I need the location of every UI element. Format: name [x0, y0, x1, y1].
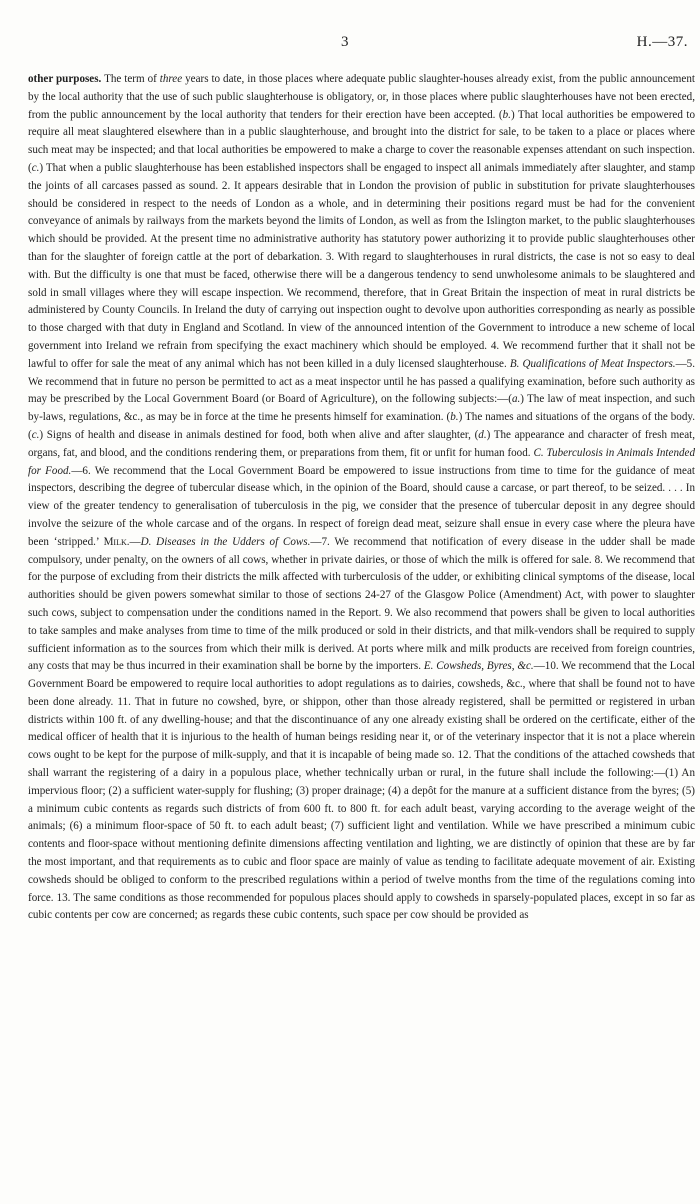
text-segment: —7. We recommend that notification of every disease in the udder shall be made compulsory, under penalty, on the owners of all cows, whether in private dairies, or those of which the milk is offered for sale. 8. We recommend that for the purpose of excluding from their districts the milk affected with turberculosis of the udder, or exhibiting clinical symptoms of the disease, local authorities should be given powers somewhat similar to those of sections 24-27 of the Glasgow Police (Amendment) Act, with power to slaughter such cows, subject to compensation under the conditions named in the Report. 9. We also recommend that powers shall be given to local authorities to take samples and make analyses from time to time of the milk produced or sold in their districts, and that milk-vendors shall be required to supply sufficient information as to the sources from which their milk is derived. At ports where milk and milk products are received from foreign countries, any costs that may be thus incurred in their examination shall be borne by the importers.	[28, 535, 695, 673]
text-segment: other purposes.	[28, 73, 102, 85]
text-segment: three	[159, 73, 183, 85]
body-text	[28, 71, 695, 1197]
text-segment: ) The appearance and character of fresh meat, organs, fat, and blood, and the conditions rendering them, or preparations from them, fit or unfit for human food.	[28, 428, 695, 459]
text-segment: —6. We recommend that the Local Government Board be empowered to issue instructions from time to time for the guidance of meat inspectors, describing the degree of tubercular disease which, in the opinion of the Board, should cause a carcase, or part thereof, to be seized. . . . In view of the greater tendency to generalisation of tuberculosis in the pig, we consider that the presence of tubercular deposit in any degree should involve the seizure of the whole carcase and of the organs. In respect of foreign dead meat, seizure shall ensue in every case where the pleura have been ‘stripped.’	[28, 464, 695, 548]
text-segment: ) The law of meat inspection, and such by-laws, regulations, &c., as may be in force at the time he presents himself for examination. (	[28, 393, 695, 424]
text-segment: b.	[502, 108, 511, 121]
text-segment: D. Diseases in the Udders of Cows.	[140, 535, 311, 548]
text-segment: —5. We recommend that in future no person be permitted to act as a meat inspector until he has passed a qualifying examination, before such authority as may be prescribed by the Local Government Board (or Board of Agriculture), on the following subjects:—(	[28, 357, 695, 406]
text-segment: B. Qualifications of Meat Inspectors.	[509, 357, 676, 370]
text-segment: The term of	[101, 73, 160, 85]
document-reference: H.—37.	[636, 34, 688, 50]
text-segment: C. Tuberculosis in Animals Intended for Food.	[28, 446, 695, 477]
text-segment: b.	[450, 411, 459, 424]
text-segment: ) That when a public slaughterhouse has been established inspectors shall be engaged to inspect all animals immediately after slaughter, and stamp the joints of all carcases passed as sound. 2. It appears desirable that in London the provision of public in substitution for private slaughterhouses should be considered in respect to the needs of London as a whole, and in determining their positions regard must be had for the convenient conveyance of animals by railways from the markets beyond the limits of London, as well as from the Islington market, to the public slaughterhouses which should be provided. At the present time no administrative authority has statutory power authorizing it to provide public slaughterhouses other than for the slaughter of foreign cattle at the port of debarkation. 3. With regard to slaughterhouses in rural districts, the case is not so easy to deal with. But the difficulty is one that must be faced, otherwise there will be a dangerous tendency to send unwholesome animals to be slaughtered and sold in small villages where they will escape inspection. We recommend, therefore, that in Great Britain the inspection of meat in rural districts be administered by County Councils. In Ireland the duty of carrying out inspection ought to devolve upon authorities corresponding as nearly as possible to those charged with that duty in England and Scotland. In view of the announced intention of the Government to introduce a new scheme of local government into Ireland we refrain from specifying the exact machinery which should be employed. 4. We recommend further that it shall not be lawful to offer for sale the meat of any animal which has not been killed in a duly licensed slaughterhouse.	[28, 161, 695, 370]
text-segment: a.	[511, 393, 521, 406]
text-segment: ) The names and situations of the organs of the body. (	[28, 411, 695, 441]
text-segment: —10. We recommend that the Local Government Board be empowered to require local authorities to adopt regulations as to dairies, cowsheds, &c., where that shall be found not to have been done already. 11. That in future no cowshed, byre, or shippon, other than those already registered, shall be permitted or registered in urban districts within 100 ft. of any dwelling-house; and that the discontinuance of any one already existing shall be ordered on the certificate, either of the medical officer of health that it is injurious to the health of human beings residing near it, or of the veterinary inspector that it is not a place wherein cows ought to be kept for the purpose of milk-supply, and that it is incapable of being made so. 12. That the conditions of the attached cowsheds that shall warrant the registering of a dairy in a populous place, whether technically urban or rural, in the future shall include the following:—(1) An impervious floor; (2) a sufficient water-supply for flushing; (3) proper drainage; (4) a depôt for the manure at a sufficient distance from the byres; (5) a minimum cubic contents as regards such districts of from 600 ft. to 800 ft. for each adult beast, varying according to the average weight of the animals; (6) a minimum floor-space of 50 ft. to each adult beast; (7) sufficient light and ventilation. While we have prescribed a minimum cubic contents and floor-space without mentioning definite dimensions affecting ventilation and lighting, we are distinctly of opinion that these are by far the most important, and that requirements as to cubic and floor space are mainly of value as tending to facilitate adequate movement of air. Existing cowsheds should be obliged to conform to the prescribed regulations within a period of twelve months from the time of the regulations coming into force. 13. The same conditions as those recommended for populous places should apply to cowsheds in sparsely-populated places, except in so far as cubic contents per cow are concerned; as regards these cubic contents, such space per cow should be provided as	[28, 660, 695, 922]
text-segment: c.	[31, 428, 40, 441]
text-segment: ) That local authorities be empowered to require all meat slaughtered elsewhere than in a public slaughterhouse, and brought into the district for sale, to be taken to a place or places where such meat may be inspected; and that local authorities be empowered to make a charge to cover the reasonable expenses attendant on such inspection. (	[28, 108, 695, 174]
text-segment: Milk.	[103, 535, 130, 548]
text-segment: —	[129, 535, 141, 548]
text-segment: ) Signs of health and disease in animals destined for food, both when alive and after slaughter, (	[39, 428, 479, 441]
text-segment: years to date, in those places where adequate public slaughter-houses already exist, from the public announcement by the local authority that the use of such public slaughterhouse is obligatory, or, in those places where public slaughterhouses have not been erected, from the public announcement by the local authority that tenders for their erection have been accepted. (	[28, 73, 695, 121]
page-number: 3	[341, 34, 349, 50]
text-segment: d.	[478, 428, 487, 441]
text-segment: c.	[31, 161, 40, 174]
page-header	[0, 34, 700, 54]
body-paragraph	[28, 71, 695, 925]
text-segment: E. Cowsheds, Byres, &c.	[423, 660, 534, 673]
